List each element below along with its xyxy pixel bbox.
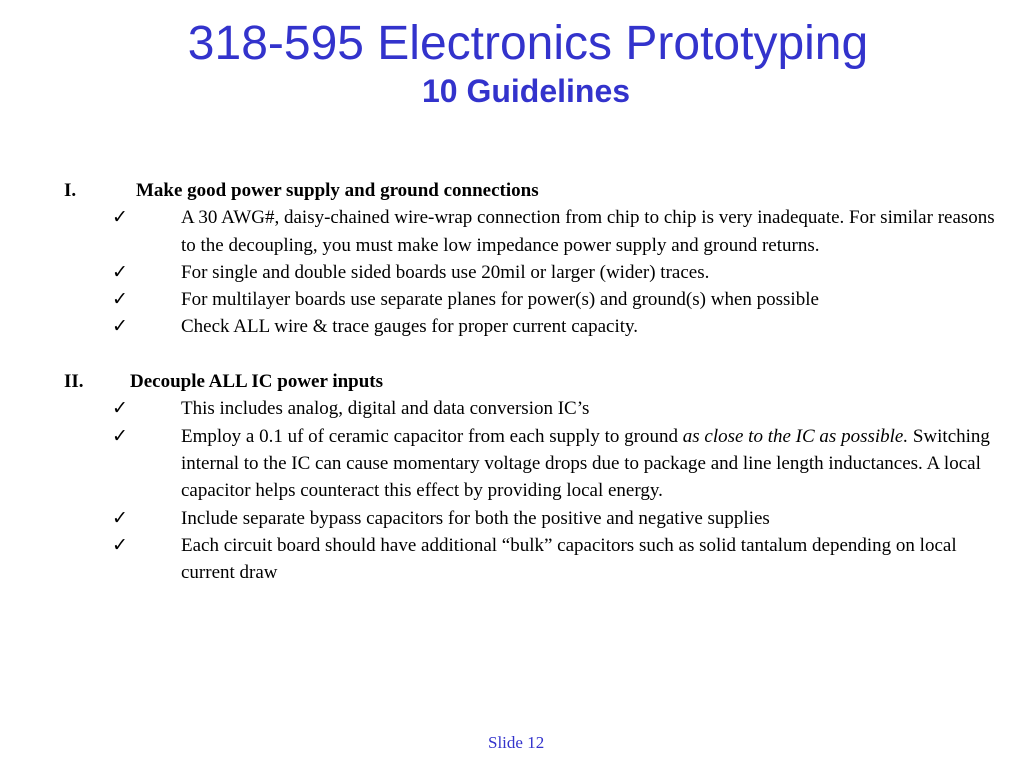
checkmark-icon: ✓ [112, 534, 128, 556]
checkmark-icon: ✓ [112, 289, 128, 311]
section-heading-text: Make good power supply and ground connections [136, 180, 539, 201]
slide-number: Slide 12 [488, 733, 545, 752]
section-numeral: I. [64, 180, 77, 201]
checkmark-icon: ✓ [112, 207, 128, 229]
section-power-ground [0, 177, 1024, 341]
bullet-item [0, 286, 1024, 313]
section-heading [0, 368, 1024, 395]
bullet-text-lead: Employ a 0.1 uf of ceramic capacitor from each supply to ground [181, 425, 683, 447]
checkmark-icon: ✓ [112, 261, 128, 283]
bullet-item [0, 505, 1024, 532]
section-spacer [0, 341, 1024, 368]
slide-subtitle: 10 Guidelines [421, 73, 631, 109]
bullet-text-emphasis: as close to the IC as possible. [682, 425, 909, 447]
bullet-text: For multilayer boards use separate planes for power(s) and ground(s) when possible [181, 289, 819, 311]
bullet-text-tail: Switching internal to the IC can cause momentary voltage drops due to package and line length inductances. A local capacitor helps counteract this effect by providing local energy. [181, 425, 990, 502]
bullet-item [0, 395, 1024, 422]
bullet-text: A 30 AWG#, daisy-chained wire-wrap connection from chip to chip is very inadequate. For similar reasons to the decoupling, you must make low impedance power supply and ground returns. [181, 207, 995, 256]
bullet-item [0, 204, 1024, 259]
slide-body [0, 177, 1024, 586]
bullet-text: Include separate bypass capacitors for both the positive and negative supplies [181, 507, 770, 529]
slide-title: 318-595 Electronics Prototyping [187, 17, 869, 70]
section-heading-text: Decouple ALL IC power inputs [130, 371, 384, 393]
bullet-text: Check ALL wire & trace gauges for proper current capacity. [181, 316, 639, 338]
bullet-item [0, 423, 1024, 505]
checkmark-icon: ✓ [112, 316, 128, 338]
checkmark-icon: ✓ [112, 507, 128, 529]
section-numeral: II. [64, 371, 84, 393]
section-decoupling [0, 368, 1024, 586]
checkmark-icon: ✓ [112, 425, 128, 447]
checkmark-icon: ✓ [112, 398, 128, 420]
bullet-item [0, 532, 1024, 587]
bullet-text [181, 426, 990, 502]
section-heading [0, 177, 1024, 204]
bullet-text: This includes analog, digital and data conversion IC’s [181, 398, 590, 420]
bullet-text: Each circuit board should have additional “bulk” capacitors such as solid tantalum depending on local current draw [181, 534, 957, 584]
bullet-item [0, 259, 1024, 286]
bullet-item [0, 313, 1024, 340]
bullet-text: For single and double sided boards use 20mil or larger (wider) traces. [181, 261, 710, 283]
